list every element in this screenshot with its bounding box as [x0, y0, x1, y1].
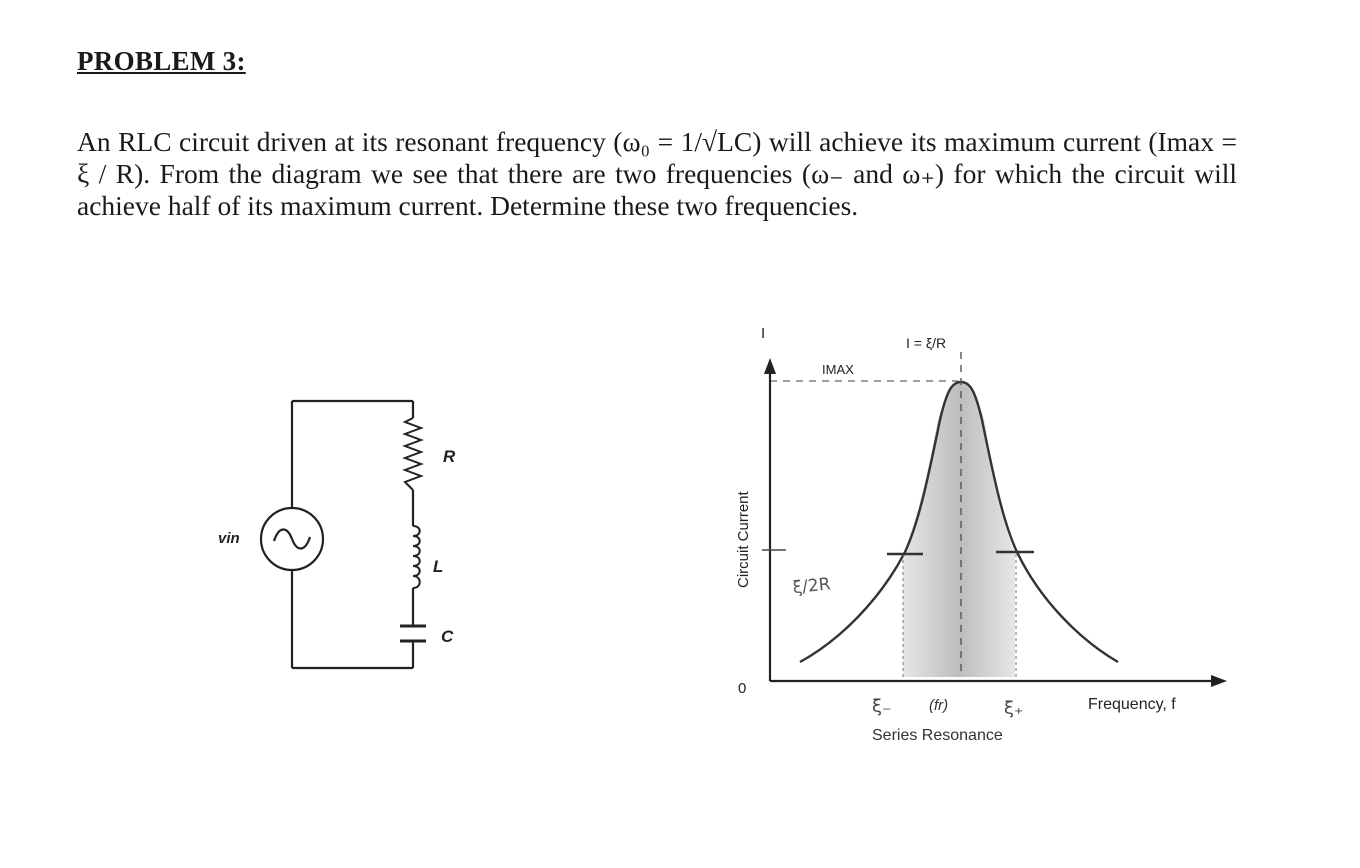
resistor-label: R	[443, 447, 456, 466]
x-axis-title: Frequency, f	[1088, 696, 1176, 713]
capacitor-label: C	[441, 627, 454, 646]
source-label: vin	[218, 530, 240, 547]
ac-voltage-source	[261, 508, 323, 570]
imax-label: IMAX	[822, 362, 854, 377]
capacitor-symbol	[400, 626, 426, 641]
origin-label: 0	[738, 680, 747, 697]
y-axis-title: Circuit Current	[735, 491, 752, 588]
problem-text: An RLC circuit driven at its resonant frequency (ω₀ = 1/√LC) will achieve its maximum current (Imax = ξ / R). From the diagram we see that there are two frequencies (ω₋ and ω₊) for which the circuit will achieve half of its maximum current. Determine these two frequencies.	[77, 126, 1237, 221]
peak-formula: I = ξ/R	[906, 335, 947, 351]
bandwidth-shading	[903, 383, 1015, 677]
inductor-symbol	[413, 526, 420, 588]
upper-frequency-label: ξ₊	[1004, 698, 1024, 719]
problem-title: PROBLEM 3:	[77, 46, 246, 76]
lower-frequency-label: ξ₋	[872, 696, 892, 717]
half-max-annotation: ξ/2R	[791, 574, 832, 599]
resistor-symbol	[405, 418, 421, 490]
y-axis-symbol: I	[761, 325, 766, 342]
series-resonance-caption: Series Resonance	[872, 727, 1003, 744]
resonance-frequency-label: (fr)	[929, 697, 949, 714]
inductor-label: L	[433, 557, 444, 576]
